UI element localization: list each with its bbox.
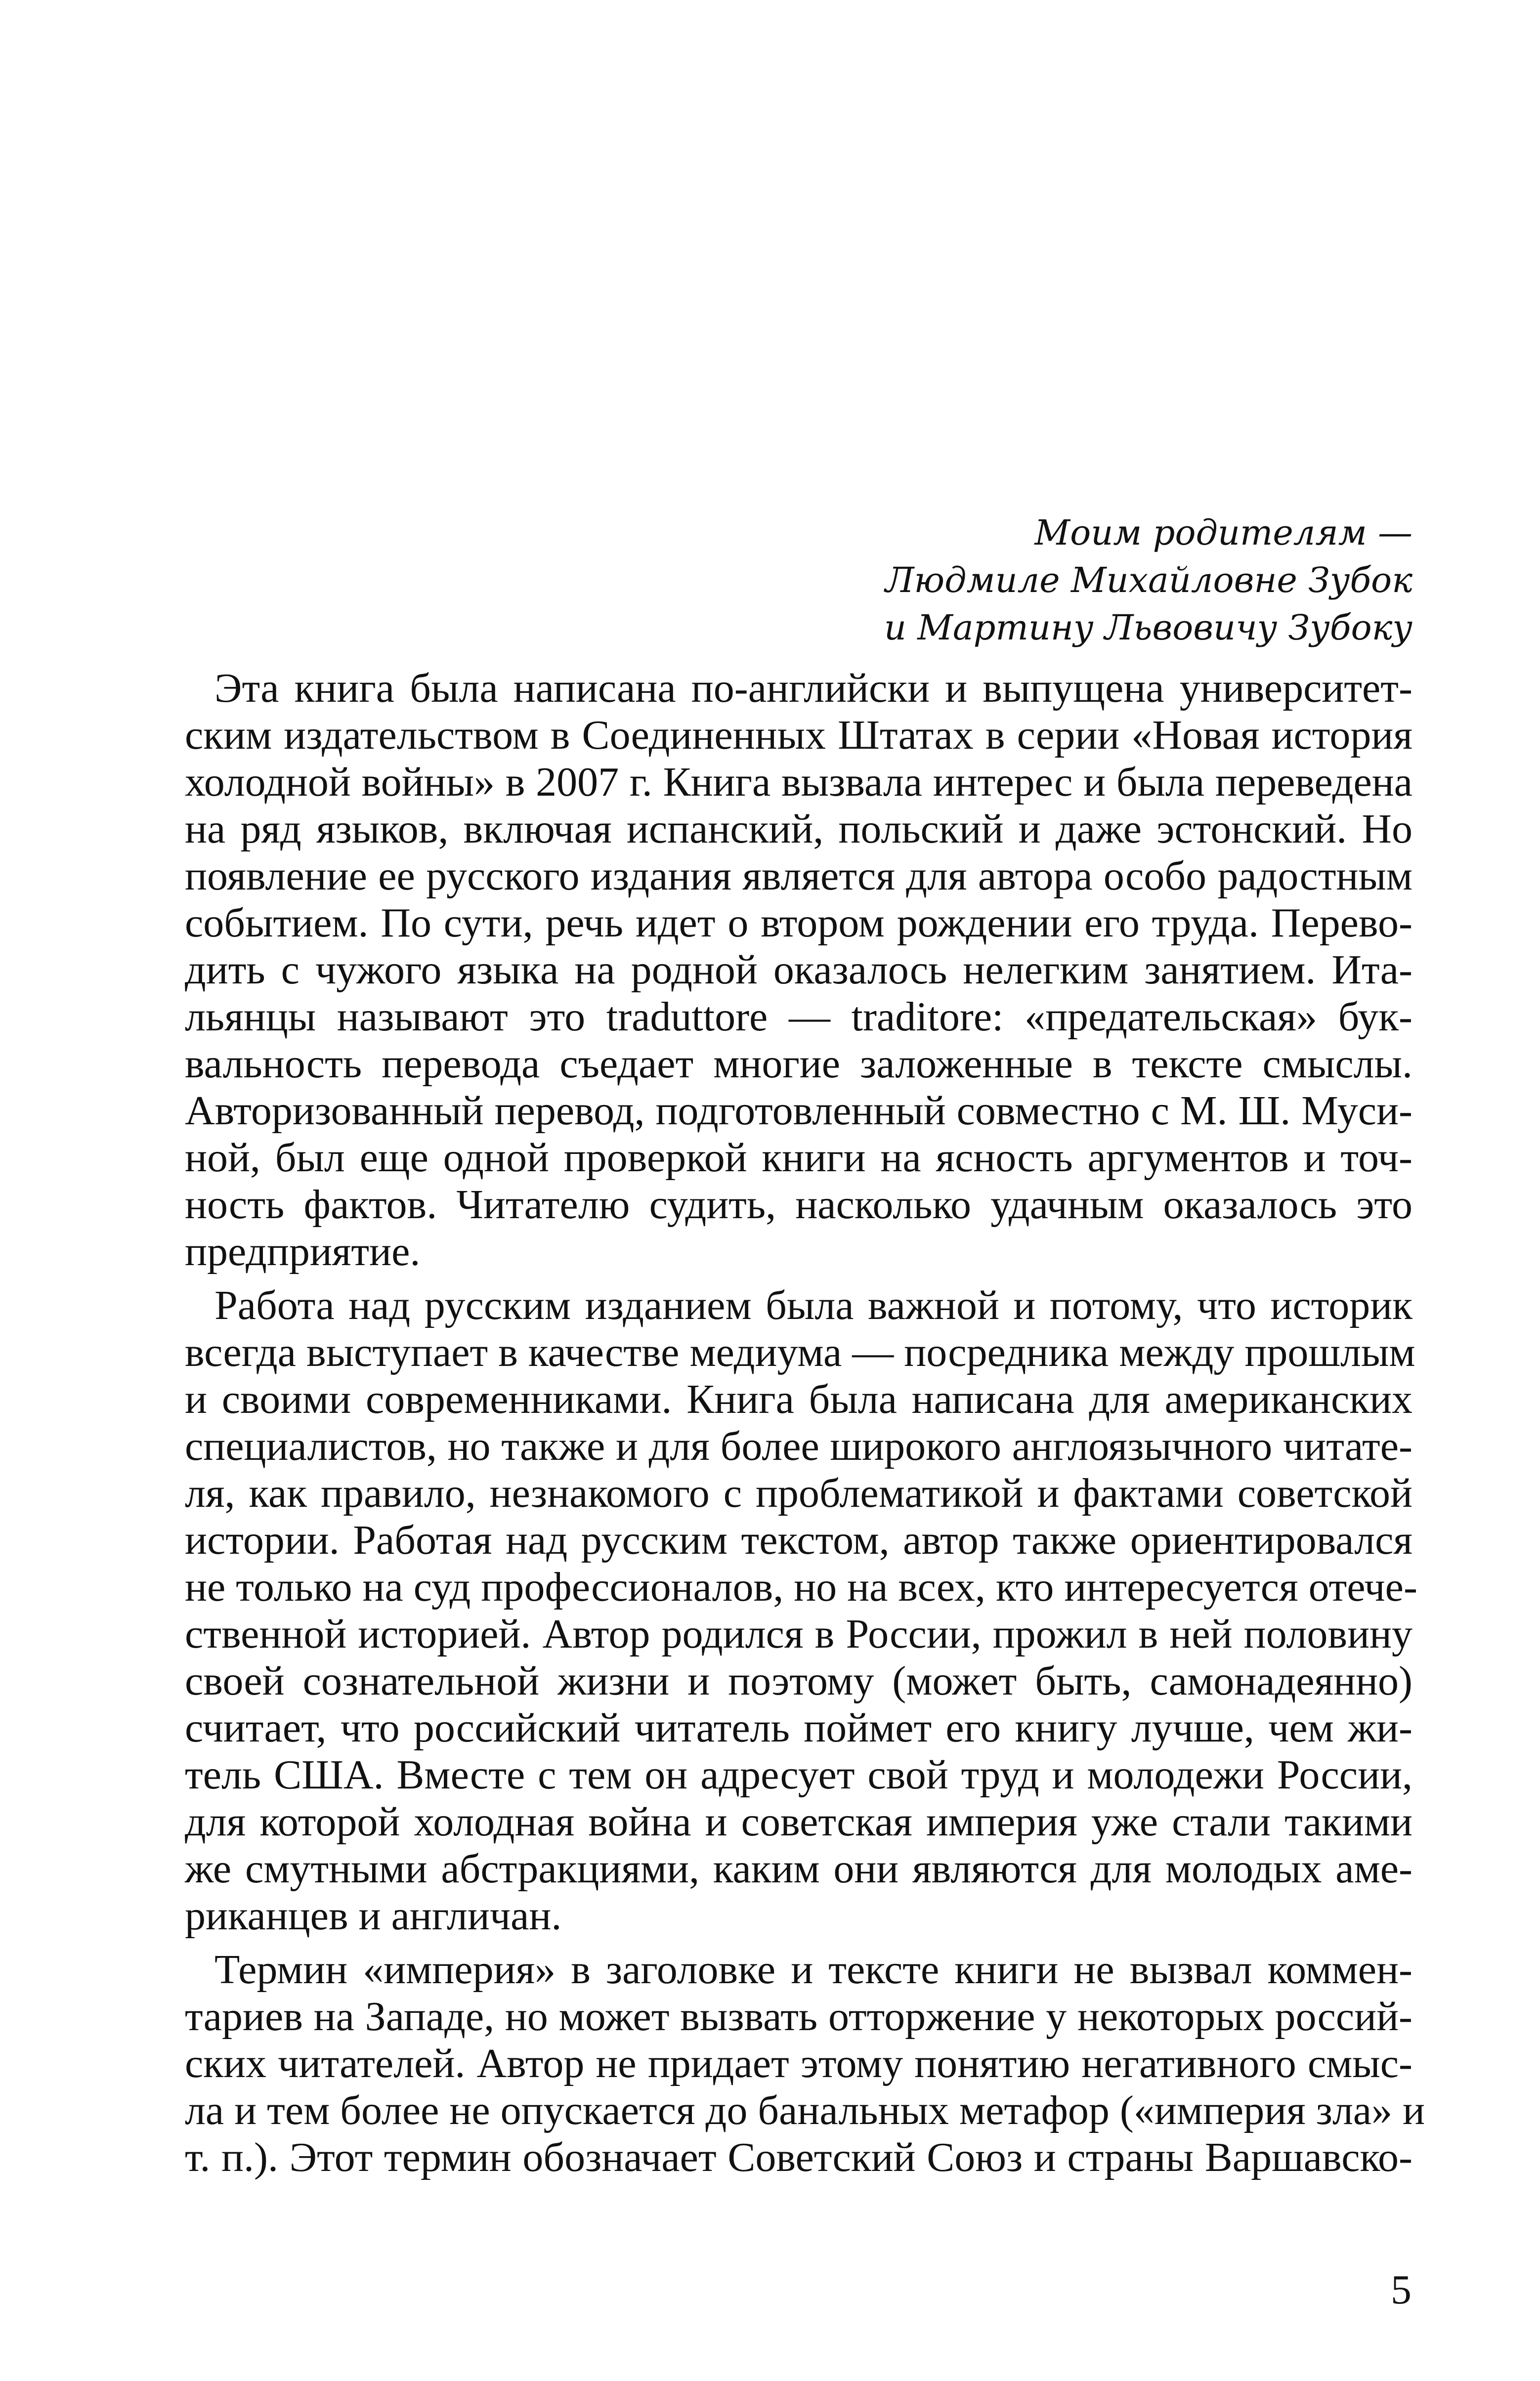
text-line: своей сознательной жизни и поэтому (может быть, самонадеянно) [185,1658,1412,1704]
text-line: ля, как правило, незнакомого с проблематикой и фактами советской [185,1470,1412,1516]
text-line: ских читателей. Автор не придает этому понятию негативного смыс- [185,2041,1412,2086]
text-line: ность фактов. Читателю судить, насколько удачным оказалось это [185,1182,1412,1228]
dedication-line: Моим родителям — [1034,512,1412,553]
text-line: Эта книга была написана по-английски и выпущена университет- [214,665,1412,711]
text-line: ла и тем более не опускается до банальных метафор («империя зла» и [185,2087,1425,2133]
text-line: Работа над русским изданием была важной и потому, что историк [214,1282,1412,1328]
text-line: Термин «империя» в заголовке и тексте книги не вызвал коммен- [214,1947,1412,1993]
dedication-line: и Мартину Львовичу Зубоку [884,607,1412,648]
text-line: событием. По сути, речь идет о втором рождении его труда. Перево- [185,900,1412,946]
text-line: предприятие. [185,1229,421,1275]
paragraph [185,1946,1425,2181]
text-line: тель США. Вместе с тем он адресует свой труд и молодежи России, [185,1752,1412,1798]
text-line: риканцев и англичан. [185,1893,562,1939]
body-text [185,665,1425,2188]
text-line: ским издательством в Соединенных Штатах в серии «Новая история [185,712,1412,758]
paragraph [185,665,1412,1275]
text-line: на ряд языков, включая испанский, польский и даже эстонский. Но [185,806,1412,852]
text-line: ной, был еще одной проверкой книги на ясность аргументов и точ- [185,1135,1412,1181]
text-line: истории. Работая над русским текстом, автор также ориентировался [185,1517,1412,1563]
dedication [721,509,1412,651]
text-line: не только на суд профессионалов, но на всех, кто интересуется отече- [185,1564,1417,1610]
text-line: же смутными абстракциями, каким они являются для молодых аме- [185,1846,1412,1892]
text-line: льянцы называют это traduttore — traditore: «предательская» бук- [185,994,1412,1040]
text-line: тариев на Западе, но может вызвать отторжение у некоторых россий- [185,1994,1412,2040]
text-line: специалистов, но также и для более широкого англоязычного читате- [185,1423,1412,1469]
text-line: дить с чужого языка на родной оказалось нелегким занятием. Ита- [185,947,1412,993]
text-line: т. п.). Этот термин обозначает Советский Союз и страны Варшавско- [185,2134,1412,2180]
text-line: и своими современниками. Книга была написана для американских [185,1376,1412,1422]
text-line: появление ее русского издания является для автора особо радостным [185,853,1412,899]
text-line: холодной войны» в 2007 г. Книга вызвала интерес и была переведена [185,759,1412,805]
text-line: для которой холодная война и советская империя уже стали такими [185,1799,1412,1845]
paragraph [185,1282,1417,1939]
text-line: вальность перевода съедает многие заложенные в тексте смыслы. [185,1041,1412,1087]
dedication-line: Людмиле Михайловне Зубок [885,560,1412,600]
text-line: Авторизованный перевод, подготовленный совместно с М. Ш. Муси- [185,1088,1412,1134]
text-line: ственной историей. Автор родился в России, прожил в ней половину [185,1611,1412,1657]
text-line: считает, что российский читатель поймет его книгу лучше, чем жи- [185,1705,1412,1751]
text-line: всегда выступает в качестве медиума — посредника между прошлым [185,1329,1415,1375]
page-number: 5 [1391,2267,1412,2313]
